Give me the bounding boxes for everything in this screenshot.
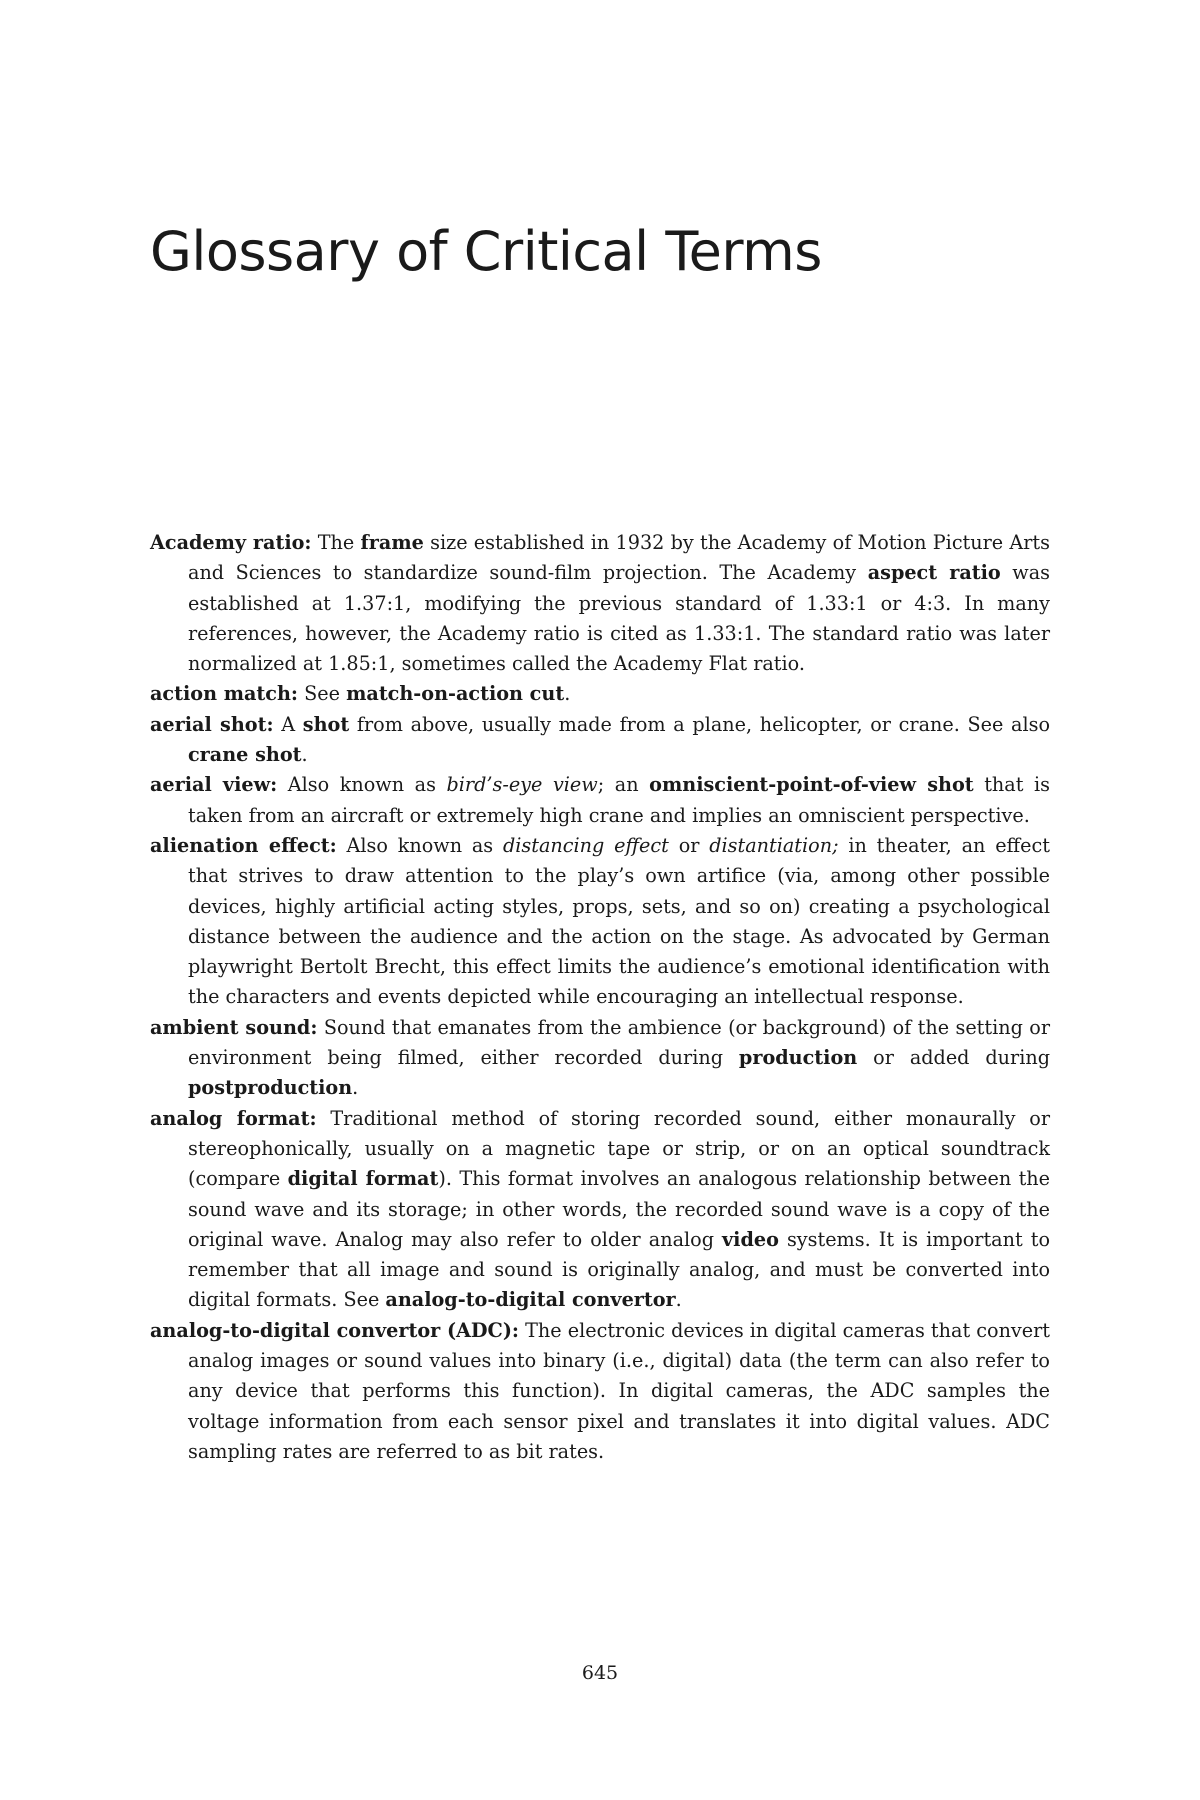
definition-text: See	[298, 682, 347, 706]
glossary-term: alienation effect:	[150, 833, 337, 857]
cross-reference-term: match-on-action cut	[346, 682, 565, 706]
definition-text: or added during	[857, 1046, 1050, 1070]
glossary-term: Academy ratio:	[150, 531, 312, 554]
definition-text: .	[301, 743, 308, 767]
glossary-term: aerial view:	[150, 773, 278, 797]
glossary-entry	[150, 1104, 1050, 1316]
glossary-entry	[150, 1013, 1050, 1104]
cross-reference-term: video	[722, 1227, 779, 1251]
definition-text: systems. It is important to remember that all image and sound is originally analog, and must be converted into digital formats. See	[188, 1227, 1050, 1312]
page-number: 645	[581, 1662, 619, 1684]
cross-reference-term: crane shot	[188, 743, 302, 767]
glossary-term: action match:	[150, 682, 299, 706]
definition-text: in theater, an effect that strives to draw attention to the play’s own artifice (via, among other possible devices, highly artificial acting styles, props, sets, and so on) creating a psychological distance between the audience and the action on the stage. As advocated by German playwright Bertolt Brecht, this effect limits the audience’s emotional identification with the characters and events depicted while encouraging an intellectual response.	[188, 833, 1050, 1009]
glossary-entry	[150, 1316, 1050, 1467]
definition-text: was established at 1.37:1, modifying the previous standard of 1.33:1 or 4:3. In many references, however, the Academy ratio is cited as 1.33:1. The standard ratio was later normalized at 1.85:1, sometimes called the Academy Flat ratio.	[188, 561, 1050, 676]
definition-text: The electronic devices in digital cameras that convert analog images or sound values into binary (i.e., digital) data (the term can also refer to any device that performs this function). In digital cameras, the ADC samples the voltage information from each sensor pixel and translates it into digital values. ADC sampling rates are referred to as bit rates.	[188, 1318, 1050, 1463]
definition-text: from above, usually made from a plane, helicopter, or crane. See also	[349, 712, 1051, 736]
cross-reference-term: omniscient-point-of-view shot	[649, 773, 974, 797]
glossary-term: ambient sound:	[150, 1015, 318, 1039]
glossary-entry	[150, 770, 1050, 831]
definition-text: Also known as	[277, 773, 447, 797]
cross-reference-term: frame	[360, 531, 424, 554]
glossary-entry	[150, 679, 1050, 709]
definition-text: .	[564, 682, 571, 706]
definition-text: ). This format involves an analogous relationship between the sound wave and its storage; in other words, the recorded sound wave is a copy of the original wave. Analog may also refer to older analog	[188, 1167, 1050, 1251]
page-title: Glossary of Critical Terms	[150, 220, 822, 283]
definition-text: .	[352, 1076, 359, 1100]
definition-text: A	[273, 712, 303, 736]
definition-text: Traditional method of storing recorded sound, either monaurally or stereophonically, usually on a magnetic tape or strip, or on an optical soundtrack (compare	[188, 1106, 1051, 1191]
definition-text: .	[675, 1288, 682, 1312]
glossary-entry	[150, 831, 1050, 1013]
glossary-entry	[150, 710, 1050, 771]
cross-reference-term: analog-to-digital convertor	[385, 1288, 676, 1312]
definition-text: or	[668, 833, 710, 857]
definition-text: Also known as	[336, 833, 503, 857]
definition-text: size established in 1932 by the Academy of Motion Picture Arts and Sciences to standardize sound-film projection. The Academy	[188, 531, 1050, 585]
definition-text: The	[311, 531, 361, 554]
alternate-term: bird’s-eye view	[446, 773, 598, 797]
glossary-term: analog format:	[150, 1106, 317, 1130]
cross-reference-term: aspect ratio	[867, 561, 1001, 585]
cross-reference-term: shot	[302, 712, 350, 736]
glossary-term: aerial shot:	[150, 712, 274, 736]
glossary-list	[150, 528, 1050, 1467]
cross-reference-term: digital format	[287, 1167, 439, 1191]
definition-text: Sound that emanates from the ambience (or background) of the setting or environment being filmed, either recorded during	[188, 1015, 1050, 1070]
glossary-entry	[150, 528, 1050, 679]
cross-reference-term: postproduction	[188, 1076, 353, 1100]
definition-text: that is taken from an aircraft or extremely high crane and implies an omniscient perspective.	[188, 773, 1050, 827]
glossary-term: analog-to-digital convertor (ADC):	[150, 1318, 519, 1342]
cross-reference-term: production	[738, 1046, 858, 1070]
alternate-term: distantiation;	[709, 833, 839, 857]
alternate-term: distancing effect	[502, 833, 669, 857]
definition-text: ; an	[597, 773, 650, 797]
